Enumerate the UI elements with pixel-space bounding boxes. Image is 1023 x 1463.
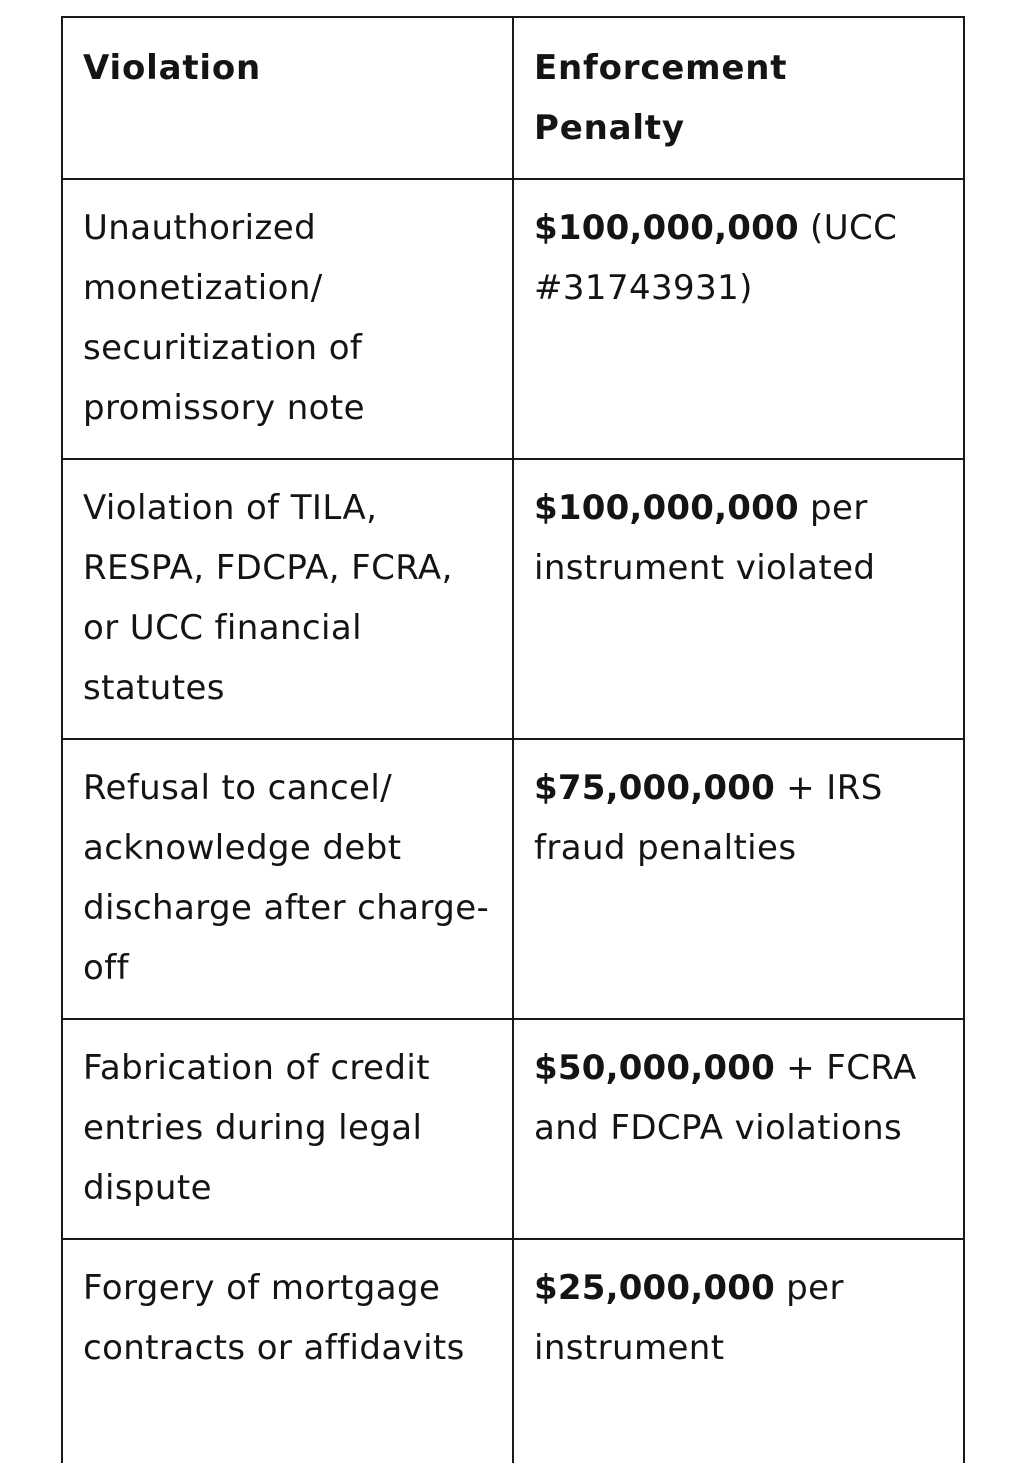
violation-cell: Fabrication of credit entries during legal dispute xyxy=(62,1019,513,1239)
violation-cell: Forgery of mortgage contracts or affidavits xyxy=(62,1239,513,1463)
penalty-detail: per instrument violated xyxy=(534,488,876,588)
penalty-amount: $100,000,000 xyxy=(534,488,799,528)
penalty-amount: $75,000,000 xyxy=(534,768,775,808)
penalty-amount: $50,000,000 xyxy=(534,1048,775,1088)
penalty-amount: $100,000,000 xyxy=(534,208,799,248)
penalty-detail: + FCRA and FDCPA violations xyxy=(534,1048,917,1148)
penalty-table xyxy=(61,16,965,1463)
penalty-amount: $25,000,000 xyxy=(534,1268,775,1308)
penalty-cell xyxy=(513,179,964,459)
table-row xyxy=(62,739,964,1019)
violation-cell: Unauthorized monetization/ securitization of promissory note xyxy=(62,179,513,459)
table-row xyxy=(62,179,964,459)
table-row xyxy=(62,459,964,739)
penalty-detail: per instrument xyxy=(534,1268,844,1368)
penalty-detail: + IRS fraud penalties xyxy=(534,768,883,868)
table-row xyxy=(62,1239,964,1463)
penalty-cell xyxy=(513,459,964,739)
penalty-cell xyxy=(513,1019,964,1239)
header-violation: Violation xyxy=(62,17,513,179)
table-row xyxy=(62,1019,964,1239)
header-enforcement-penalty: Enforcement Penalty xyxy=(513,17,964,179)
violation-cell: Refusal to cancel/ acknowledge debt discharge after charge-off xyxy=(62,739,513,1019)
penalty-cell xyxy=(513,739,964,1019)
table-header-row xyxy=(62,17,964,179)
penalty-detail: (UCC #31743931) xyxy=(534,208,898,308)
penalty-cell xyxy=(513,1239,964,1463)
violation-cell: Violation of TILA, RESPA, FDCPA, FCRA, or UCC financial statutes xyxy=(62,459,513,739)
